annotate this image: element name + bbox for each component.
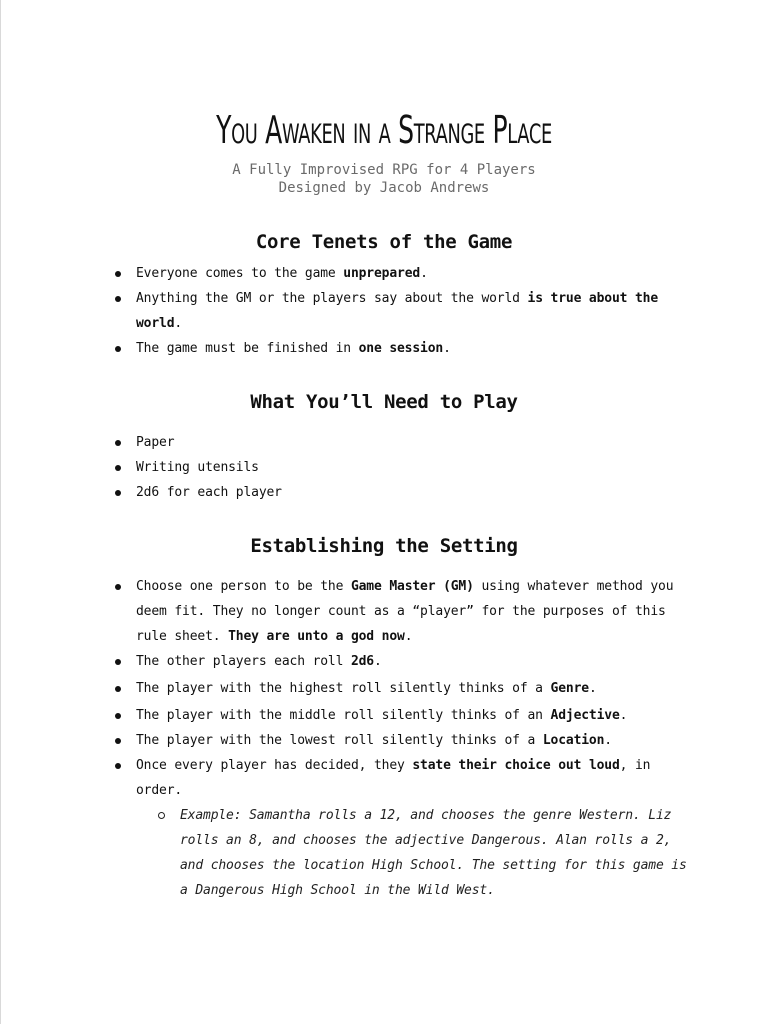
list-item: The player with the lowest roll silently thinks of a Location. (112, 728, 692, 753)
heading-what-you-need: What You’ll Need to Play (250, 391, 518, 413)
core-tenets-list (112, 261, 692, 361)
list-item: Writing utensils (112, 455, 692, 480)
heading-core-tenets: Core Tenets of the Game (255, 231, 513, 253)
byline: Designed by Jacob Andrews (278, 180, 490, 196)
list-item: 2d6 for each player (112, 480, 692, 505)
page-edge (0, 0, 1, 1024)
list-item: Paper (112, 430, 692, 455)
document-title: You Awaken in a Strange Place (216, 108, 552, 152)
example-text: Example: Samantha rolls a 12, and chooses the genre Western. Liz rolls an 8, and chooses the adjective Dangerous. Alan rolls a 2, and chooses the location High School. The setting for this game is a Dangerous High School in the Wild West. (158, 803, 692, 903)
list-item: Everyone comes to the game unprepared. (112, 261, 692, 286)
heading-establishing-setting: Establishing the Setting (250, 535, 518, 557)
list-item: The game must be finished in one session. (112, 336, 692, 361)
list-item: Choose one person to be the Game Master (GM) using whatever method you deem fit. They no longer count as a “player” for the purposes of this rule sheet. They are unto a god now. (112, 574, 692, 649)
setting-list (112, 574, 692, 903)
list-item: The other players each roll 2d6. (112, 649, 692, 674)
list-item: Once every player has decided, they state their choice out loud, in order. Example: Samantha rolls a 12, and chooses the genre Western. Liz rolls an 8, and chooses the adjective Dangerous. Alan rolls a 2, and chooses the location High School. The setting for this game is a Dangerous High School in the Wild West. (112, 753, 692, 903)
list-item: The player with the highest roll silently thinks of a Genre. (112, 678, 692, 699)
list-item: The player with the middle roll silently thinks of an Adjective. (112, 703, 692, 728)
subtitle: A Fully Improvised RPG for 4 Players (232, 162, 536, 178)
needs-list (112, 430, 692, 505)
list-item: Anything the GM or the players say about the world is true about the world. (112, 286, 692, 336)
example-sublist (158, 803, 692, 903)
